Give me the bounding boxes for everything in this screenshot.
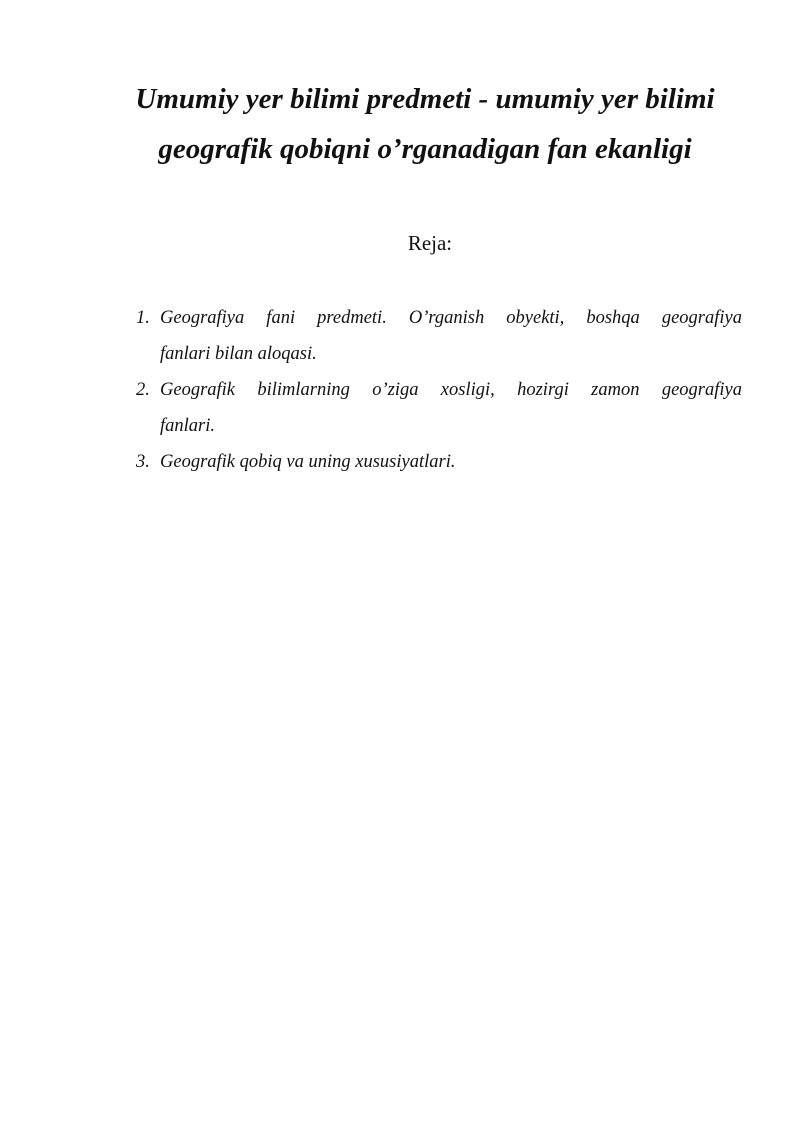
plan-item-number: 2. bbox=[136, 380, 150, 400]
plan-list bbox=[136, 300, 742, 480]
plan-item-text-line: Geografik qobiq va uning xususiyatlari. bbox=[160, 452, 456, 472]
plan-item-text-line: Geografik bilimlarning o’ziga xosligi, hozirgi zamon geografiya bbox=[160, 380, 742, 400]
title-line-1: Umumiy yer bilimi predmeti - umumiy yer bilimi bbox=[135, 83, 715, 115]
document-title bbox=[110, 74, 740, 174]
plan-item bbox=[136, 300, 742, 372]
plan-item-text-line: Geografiya fani predmeti. O’rganish obyekti, boshqa geografiya bbox=[160, 308, 742, 328]
plan-item bbox=[136, 372, 742, 444]
plan-heading: Reja: bbox=[407, 231, 453, 255]
plan-item-text-line: fanlari bilan aloqasi. bbox=[160, 344, 317, 364]
plan-item bbox=[136, 444, 742, 480]
title-line-2: geografik qobiqni o’rganadigan fan ekanligi bbox=[158, 133, 692, 165]
plan-item-number: 1. bbox=[136, 308, 150, 328]
plan-item-number: 3. bbox=[136, 452, 150, 472]
plan-item-text-line: fanlari. bbox=[160, 416, 215, 436]
